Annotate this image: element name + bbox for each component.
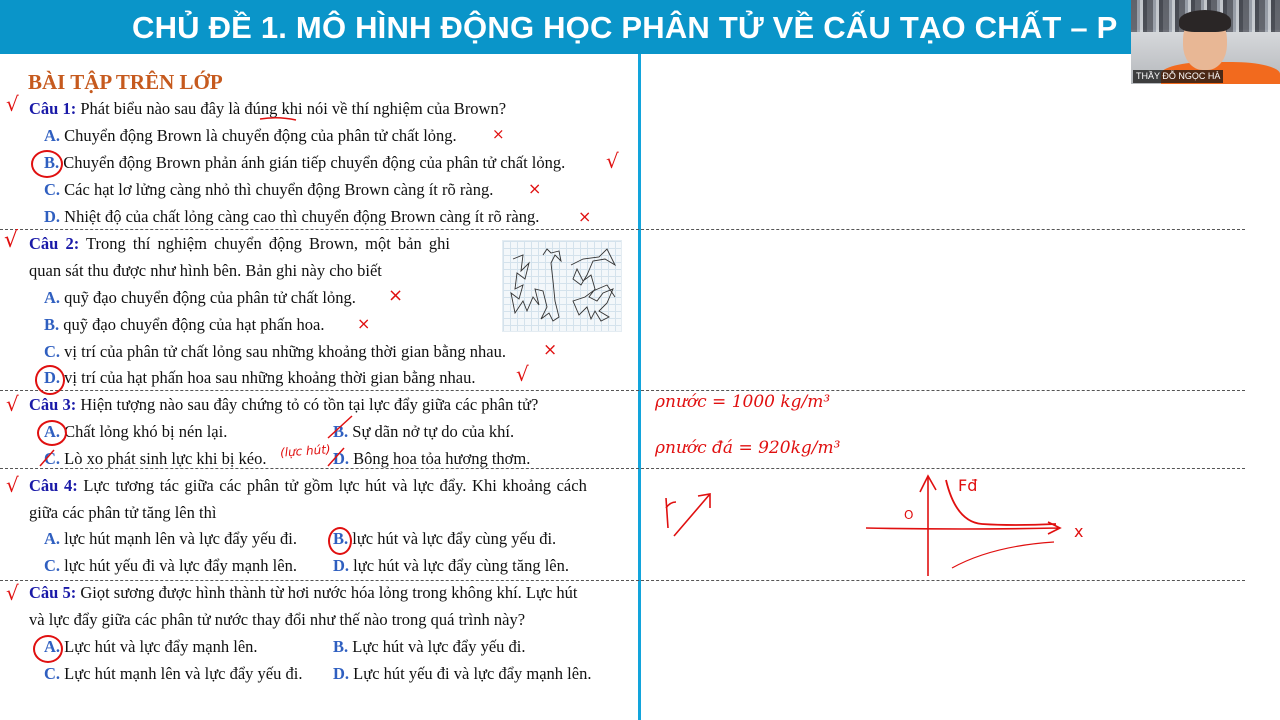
page-title: CHỦ ĐỀ 1. MÔ HÌNH ĐỘNG HỌC PHÂN TỬ VỀ CẤU TẠO CHẤT – P xyxy=(132,10,1118,45)
option-label: C. xyxy=(44,449,61,468)
option-text: lực hút và lực đẩy cùng yếu đi. xyxy=(348,529,557,548)
handwritten-note: (lực hút) xyxy=(279,442,332,460)
option-label: C. xyxy=(44,664,61,683)
option-text: quỹ đạo chuyển động của hạt phấn hoa. xyxy=(59,315,325,334)
option-label: D. xyxy=(44,207,61,226)
option-text: Sự dãn nở tự do của khí. xyxy=(348,422,515,441)
question-text: Trong thí nghiệm chuyển động Brown, một bản ghi xyxy=(79,234,450,253)
option-label: B. xyxy=(333,637,349,656)
check-icon: √ xyxy=(4,228,19,253)
separator-q1-q2 xyxy=(0,229,1245,230)
question-text: Phát biểu nào sau đây là đúng khi nói về thí nghiệm của Brown? xyxy=(76,99,507,118)
option-label: D. xyxy=(333,556,350,575)
brownian-motion-figure xyxy=(502,240,622,332)
graph-x-label: x xyxy=(1074,522,1084,541)
answer-circle xyxy=(328,527,352,555)
check-icon: √ xyxy=(6,473,19,497)
question-text-line-2: quan sát thu được như hình bên. Bản ghi này cho biết xyxy=(29,261,382,280)
option-c[interactable] xyxy=(44,449,267,469)
distance-increase-sketch xyxy=(660,488,720,543)
option-b[interactable] xyxy=(44,315,324,335)
option-c[interactable] xyxy=(44,556,297,576)
option-a[interactable] xyxy=(44,126,457,146)
cross-icon: × xyxy=(357,314,371,333)
option-a[interactable] xyxy=(44,288,356,308)
option-text: Các hạt lơ lửng càng nhỏ thì chuyển động Brown càng ít rõ ràng. xyxy=(60,180,494,199)
title-banner xyxy=(0,0,1280,54)
option-b[interactable] xyxy=(333,529,556,549)
density-ice-note: ρnước đá = 920kg/m³ xyxy=(655,438,841,458)
strike-icon xyxy=(326,414,356,440)
option-text: quỹ đạo chuyển động của phân tử chất lỏng. xyxy=(60,288,356,307)
question-text: Giọt sương được hình thành từ hơi nước hóa lỏng trong không khí. Lực hút xyxy=(76,583,578,602)
check-icon: √ xyxy=(516,362,529,386)
option-label: D. xyxy=(44,368,61,387)
question-label: Câu 1: xyxy=(29,99,77,118)
option-text: lực hút và lực đẩy cùng tăng lên. xyxy=(349,556,569,575)
option-a[interactable] xyxy=(44,637,258,657)
page-divider xyxy=(638,54,641,720)
option-text: lực hút yếu đi và lực đẩy mạnh lên. xyxy=(60,556,297,575)
graph-origin-label: O xyxy=(904,508,914,522)
separator-q2-q3 xyxy=(0,390,1245,391)
check-icon: √ xyxy=(6,392,19,416)
option-text: lực hút mạnh lên và lực đẩy yếu đi. xyxy=(60,529,297,548)
presenter-name-tag: THẦY ĐỖ NGỌC HÀ xyxy=(1133,70,1223,83)
option-label: A. xyxy=(44,126,61,145)
question-label: Câu 3: xyxy=(29,395,77,414)
option-text: Nhiệt độ của chất lỏng càng cao thì chuyển động Brown càng ít rõ ràng. xyxy=(60,207,540,226)
option-d[interactable] xyxy=(333,556,569,576)
question-label: Câu 4: xyxy=(29,476,78,495)
question-text-line-2: và lực đẩy giữa các phân tử nước thay đổi như thế nào trong quá trình này? xyxy=(29,610,526,629)
option-text: vị trí của phân tử chất lỏng sau những khoảng thời gian bằng nhau. xyxy=(60,342,506,361)
graph-force-label: Fđ xyxy=(958,476,978,495)
arrow-up-right-icon xyxy=(660,488,720,538)
option-label: C. xyxy=(44,556,61,575)
option-c[interactable] xyxy=(44,342,506,362)
brownian-path-icon xyxy=(503,241,621,331)
option-label: B. xyxy=(333,422,349,441)
check-icon: √ xyxy=(6,581,19,605)
option-b[interactable] xyxy=(333,637,525,657)
option-b[interactable] xyxy=(44,153,565,173)
option-text: Bông hoa tỏa hương thơm. xyxy=(349,449,531,468)
question-stem xyxy=(29,395,538,415)
option-text: Lực hút và lực đẩy yếu đi. xyxy=(348,637,526,656)
option-text: Lò xo phát sinh lực khi bị kéo. xyxy=(60,449,267,468)
option-label: B. xyxy=(44,153,60,172)
question-stem xyxy=(29,234,450,254)
option-c[interactable] xyxy=(44,664,302,684)
option-text: Chất lỏng khó bị nén lại. xyxy=(60,422,228,441)
option-text: Chuyển động Brown phản ánh gián tiếp chuyển động của phân tử chất lỏng. xyxy=(59,153,566,172)
option-c[interactable] xyxy=(44,180,493,200)
density-water-note: ρnước = 1000 kg/m³ xyxy=(655,392,831,412)
option-d[interactable] xyxy=(44,207,539,227)
question-stem xyxy=(29,476,587,496)
option-label: A. xyxy=(44,529,61,548)
option-d[interactable] xyxy=(333,664,591,684)
question-text: Lực tương tác giữa các phân tử gồm lực hút và lực đẩy. Khi khoảng cách xyxy=(77,476,587,495)
option-label: A. xyxy=(44,422,61,441)
option-a[interactable] xyxy=(44,529,297,549)
option-b[interactable] xyxy=(333,422,514,442)
check-icon: √ xyxy=(606,149,619,173)
force-graph-sketch xyxy=(862,472,1092,587)
option-label: D. xyxy=(333,664,350,683)
option-label: A. xyxy=(44,288,61,307)
cross-icon: × xyxy=(388,285,404,306)
question-text-line-2: giữa các phân tử tăng lên thì xyxy=(29,503,217,522)
option-text: Chuyển động Brown là chuyển động của phân tử chất lỏng. xyxy=(60,126,457,145)
answer-circle xyxy=(31,150,63,178)
cross-icon: × xyxy=(543,340,558,360)
answer-circle xyxy=(33,635,63,663)
option-text: Lực hút mạnh lên và lực đẩy yếu đi. xyxy=(60,664,303,683)
option-label: B. xyxy=(333,529,349,548)
option-text: Lực hút yếu đi và lực đẩy mạnh lên. xyxy=(349,664,592,683)
option-label: C. xyxy=(44,180,61,199)
option-label: C. xyxy=(44,342,61,361)
answer-circle xyxy=(37,420,67,446)
option-text: Lực hút và lực đẩy mạnh lên. xyxy=(60,637,258,656)
cross-icon: × xyxy=(492,125,505,143)
cross-icon: × xyxy=(528,179,542,198)
question-text: Hiện tượng nào sau đây chứng tỏ có tồn tại lực đẩy giữa các phân tử? xyxy=(76,395,539,414)
question-stem xyxy=(29,583,577,603)
question-label: Câu 2: xyxy=(29,234,80,253)
question-label: Câu 5: xyxy=(29,583,77,602)
underline-icon xyxy=(258,116,298,122)
strike-icon xyxy=(38,448,61,468)
option-label: B. xyxy=(44,315,60,334)
check-icon: √ xyxy=(6,92,19,116)
presenter-hair xyxy=(1179,10,1231,32)
webcam-overlay xyxy=(1131,0,1280,84)
cross-icon: × xyxy=(578,207,592,226)
answer-circle xyxy=(35,365,65,395)
option-d[interactable] xyxy=(44,368,475,388)
section-title: BÀI TẬP TRÊN LỚP xyxy=(28,70,223,94)
option-label: A. xyxy=(44,637,61,656)
option-d[interactable] xyxy=(333,449,530,469)
option-text: vị trí của hạt phấn hoa sau những khoảng thời gian bằng nhau. xyxy=(60,368,476,387)
option-label: D. xyxy=(333,449,350,468)
option-a[interactable] xyxy=(44,422,227,442)
